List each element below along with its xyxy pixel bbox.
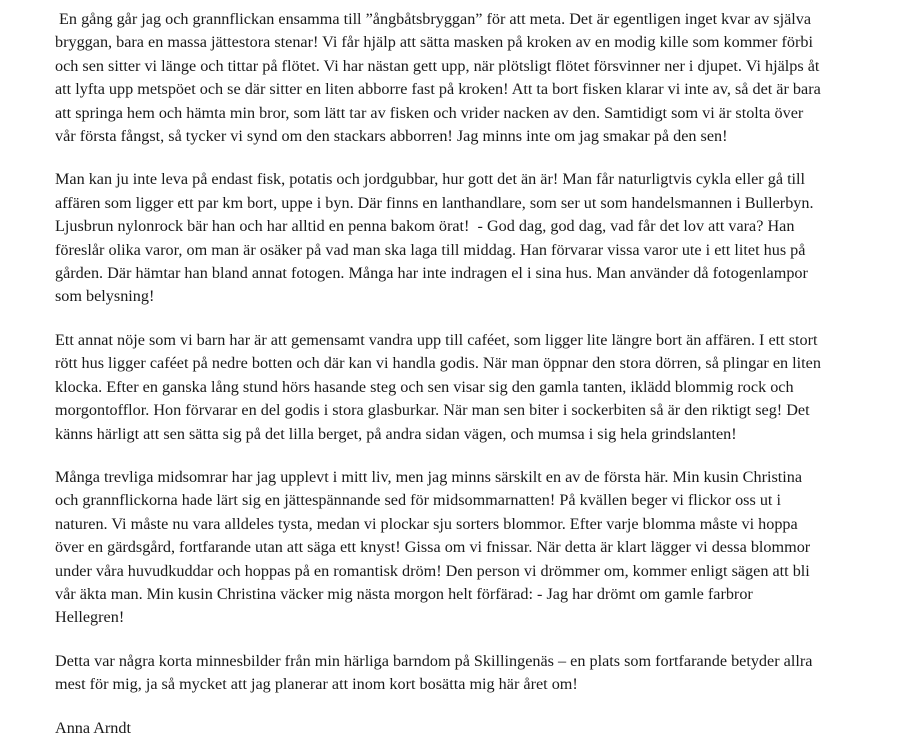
text-line: En gång går jag och grannflickan ensamma till ”ångbåtsbryggan” för att meta. Det är egentligen inget kvar av själva <box>55 10 812 28</box>
paragraph-shop <box>55 168 855 308</box>
text-line: mest för mig, ja så mycket att jag planerar att inom kort bosätta mig här året om! <box>55 675 578 694</box>
text-line: vår äkta man. Min kusin Christina väcker mig nästa morgon helt förfärad: - Jag har drömt om gamle farbror <box>55 584 753 603</box>
text-line: föreslår olika varor, om man är osäker på vad man ska laga till middag. Han förvarar vissa varor ute i ett litet hus på <box>55 240 806 259</box>
text-line: naturen. Vi måste nu vara alldeles tysta, medan vi plockar sju sorters blommor. Efter varje blomma måste vi hoppa <box>55 514 798 533</box>
text-line: Hellegren! <box>55 608 125 627</box>
paragraph-closing <box>55 650 855 697</box>
paragraph-cafe <box>55 329 855 446</box>
author-signature: Anna Arndt <box>55 718 131 737</box>
text-line: bryggan, bara en massa jättestora stenar! Vi får hjälp att sätta masken på kroken av en modig kille som kommer förbi <box>55 33 813 52</box>
paragraph-midsummer <box>55 466 855 630</box>
text-line: att springa hem och hämta min bror, som lätt tar av fisken och vrider nacken av den. Samtidigt som vi är stolta över <box>55 103 804 122</box>
text-line: Detta var några korta minnesbilder från min härliga barndom på Skillingenäs – en plats som fortfarande betyder allra <box>55 651 813 670</box>
text-line: morgontofflor. Hon förvarar en del godis i stora glasburkar. När man sen biter i sockerbiten så är den riktigt seg! Det <box>55 401 810 420</box>
text-line: rött hus ligger caféet på nedre botten och där kan vi handla godis. När man öppnar den stora dörren, så plingar en liten <box>55 354 821 373</box>
text-line: över en gärdsgård, fortfarande utan att säga ett knyst! Gissa om vi fnissar. När detta är klart lägger vi dessa blommor <box>55 538 811 557</box>
text-line: Ljusbrun nylonrock bär han och har alltid en penna bakom örat! - God dag, god dag, vad får det lov att vara? Han <box>55 217 795 236</box>
text-line: Man kan ju inte leva på endast fisk, potatis och jordgubbar, hur gott det än är! Man får naturligtvis cykla eller gå till <box>55 170 806 189</box>
text-line: att lyfta upp metspöet och se där sitter en liten abborre fast på kroken! Att ta bort fisken klarar vi inte av, så det är bara <box>55 80 821 99</box>
text-line: Ett annat nöje som vi barn har är att gemensamt vandra upp till caféet, som ligger lite längre bort än affären. I ett stort <box>55 330 818 349</box>
text-line: affären som ligger ett par km bort, uppe i byn. Där finns en lanthandlare, som ser ut som handelsmannen i Bullerbyn. <box>55 193 814 212</box>
document-page <box>55 8 855 740</box>
text-line: under våra huvudkuddar och hoppas på en romantisk dröm! Den person vi drömmer om, kommer enligt sägen att bli <box>55 561 810 580</box>
text-line: och grannflickorna hade lärt sig en jättespännande sed för midsommarnatten! På kvällen beger vi flickor oss ut i <box>55 491 781 510</box>
text-line: klocka. Efter en ganska lång stund hörs hasande steg och sen visar sig den gamla tanten, iklädd blommig rock och <box>55 377 794 396</box>
text-line: känns härligt att sen sätta sig på det lilla berget, på andra sidan vägen, och mumsa i sig hela grindslanten! <box>55 424 737 443</box>
paragraph-fishing <box>55 8 855 148</box>
text-line: vår första fångst, så tycker vi synd om den stackars abborren! Jag minns inte om jag smakar på den sen! <box>55 127 728 146</box>
text-line: Många trevliga midsomrar har jag upplevt i mitt liv, men jag minns särskilt en av de första här. Min kusin Christina <box>55 467 803 486</box>
text-line: som belysning! <box>55 287 155 306</box>
text-line: och sen sitter vi länge och tittar på flötet. Vi har nästan gett upp, när plötsligt flötet försvinner ner i djupet. Vi hjälps åt <box>55 56 820 75</box>
text-line: gården. Där hämtar han bland annat fotogen. Många har inte indragen el i sina hus. Man använder då fotogenlampor <box>55 264 808 283</box>
